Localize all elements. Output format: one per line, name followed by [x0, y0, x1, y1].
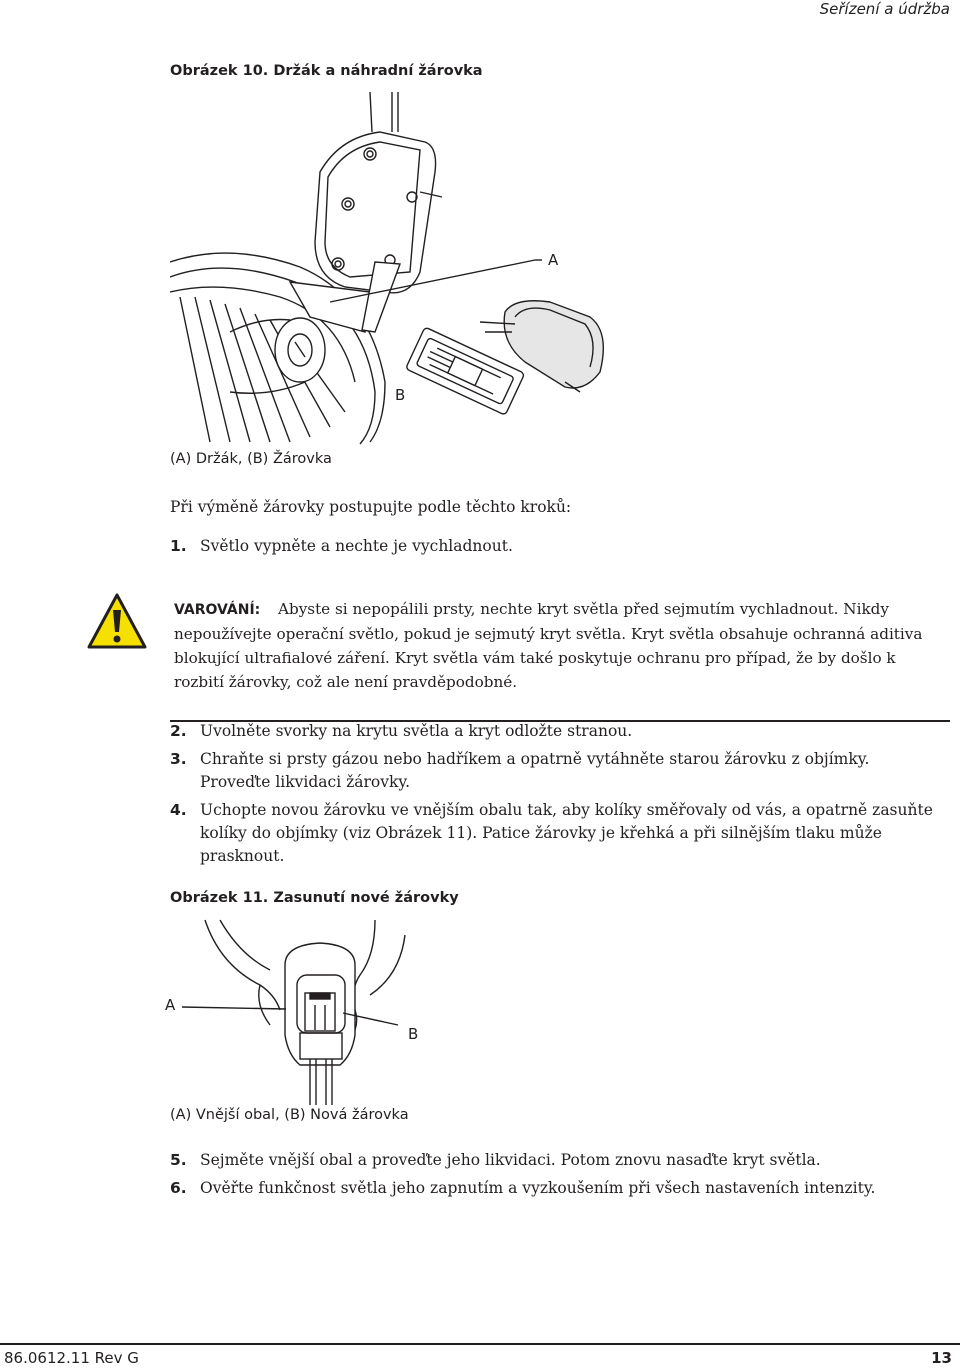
warning-text: Abyste si nepopálili prsty, nechte kryt světla před sejmutím vychladnout. Nikdy nepoužívejte operační světlo, pokud je sejmutý kryt světla. Kryt světla obsahuje ochranná aditiva blokující ultrafialové záření. Kryt světla vám také poskytuje ochranu pro případ, že by došlo k rozbití žárovky, což ale není pravděpodobné.: [174, 600, 923, 691]
figure-10-illustration: [170, 92, 640, 447]
figure-11-legend: (A) Vnější obal, (B) Nová žárovka: [170, 1107, 409, 1123]
figure-10-callout-b: B: [395, 386, 406, 404]
step-number: 2.: [170, 722, 187, 740]
figure-11-illustration: [160, 915, 440, 1105]
warning-label: VAROVÁNÍ:: [174, 602, 261, 618]
step-text: Chraňte si prsty gázou nebo hadříkem a opatrně vytáhněte starou žárovku z objímky. Proveďte likvidaci žárovky.: [200, 750, 870, 791]
step-number: 1.: [170, 537, 187, 555]
step-item: [170, 535, 940, 558]
figure-10-caption: Obrázek 10. Držák a náhradní žárovka: [170, 63, 483, 79]
step-number: 5.: [170, 1151, 187, 1169]
step-number: 4.: [170, 801, 187, 819]
warning-box: [170, 594, 950, 722]
intro-text: Při výměně žárovky postupujte podle těchto kroků:: [170, 498, 572, 516]
document-id: 86.0612.11 Rev G: [4, 1349, 139, 1367]
step-text: Sejměte vnější obal a proveďte jeho likvidaci. Potom znovu nasaďte kryt světla.: [200, 1151, 821, 1169]
figure-11-callout-b: B: [408, 1025, 419, 1043]
step-item: [170, 1149, 940, 1172]
step-item: [170, 748, 940, 794]
step-item: [170, 1177, 940, 1200]
warning-triangle-icon: [86, 592, 148, 650]
step-number: 3.: [170, 750, 187, 768]
page-number: 13: [931, 1349, 952, 1367]
step-number: 6.: [170, 1179, 187, 1197]
figure-10-legend: (A) Držák, (B) Žárovka: [170, 451, 332, 467]
footer-rule: [0, 1343, 960, 1345]
running-header: Seřízení a údržba: [819, 0, 950, 18]
step-text: Uvolněte svorky na krytu světla a kryt odložte stranou.: [200, 722, 633, 740]
step-text: Ověřte funkčnost světla jeho zapnutím a vyzkoušením při všech nastaveních intenzity.: [200, 1179, 876, 1197]
step-text: Uchopte novou žárovku ve vnějším obalu tak, aby kolíky směřovaly od vás, a opatrně zasuňte kolíky do objímky (viz Obrázek 11). Patice žárovky je křehká a při silnějším tlaku může prasknout.: [200, 801, 933, 865]
step-item: [170, 720, 940, 743]
figure-10-callout-a: A: [548, 251, 559, 269]
warning-text-block: [174, 597, 944, 694]
step-text: Světlo vypněte a nechte je vychladnout.: [200, 537, 513, 555]
figure-11-callout-a: A: [165, 996, 176, 1014]
figure-11-caption: Obrázek 11. Zasunutí nové žárovky: [170, 890, 459, 906]
step-item: [170, 799, 940, 868]
